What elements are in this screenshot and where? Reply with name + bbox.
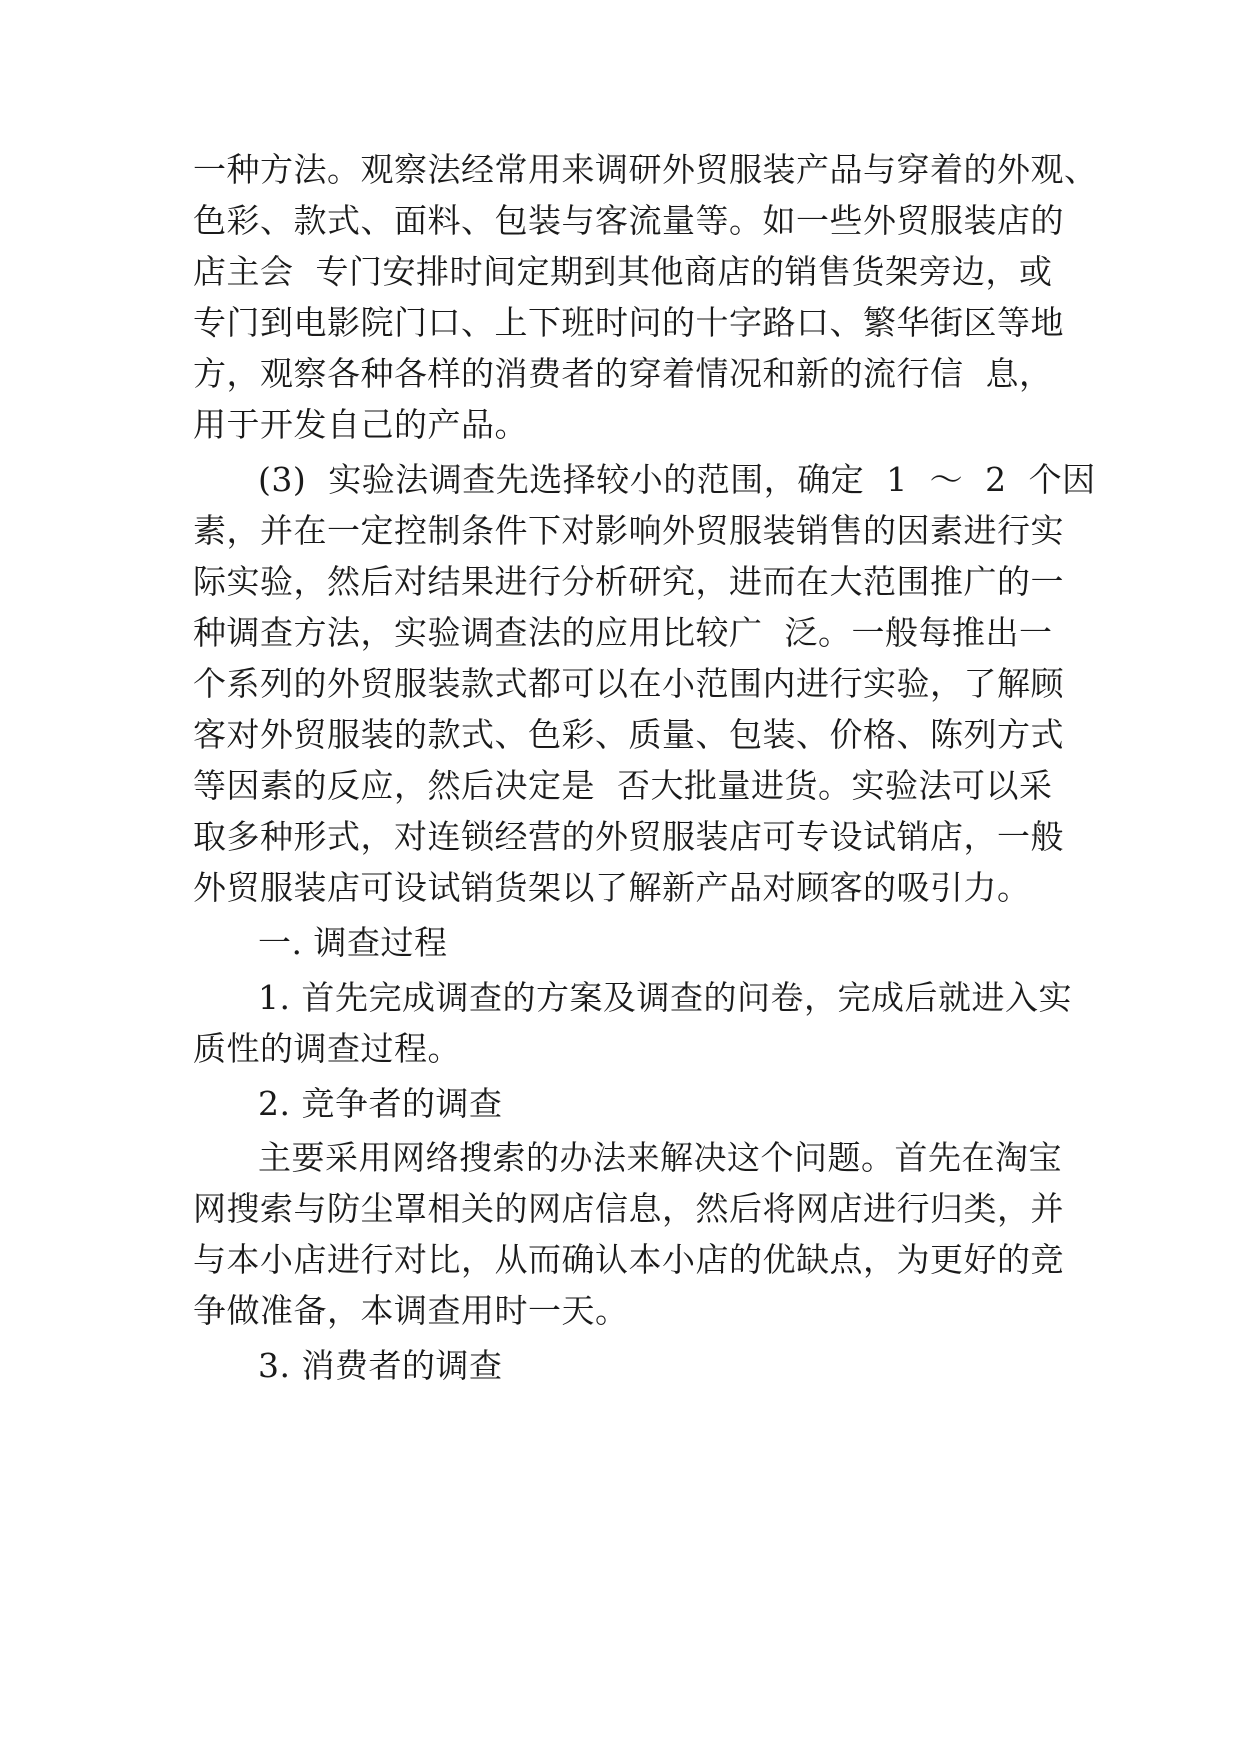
text-line: 素，并在一定控制条件下对影响外贸服装销售的因素进行实: [193, 511, 1064, 550]
text-line: 外贸服装店可设试销货架以了解新产品对顾客的吸引力。: [193, 868, 1031, 907]
paragraph-start-line: 1. 首先完成调查的方案及调查的问卷，完成后就进入实: [258, 978, 1072, 1017]
text-line: 色彩、款式、面料、包装与客流量等。如一些外贸服装店的: [193, 201, 1064, 240]
paragraph-start-line: 主要采用网络搜索的办法来解决这个问题。首先在淘宝: [258, 1138, 1062, 1177]
text-line: 等因素的反应，然后决定是 否大批量进货。实验法可以采: [193, 766, 1053, 805]
text-line: 取多种形式，对连锁经营的外贸服装店可专设试销店，一般: [193, 817, 1064, 856]
section-heading: 一. 调查过程: [258, 923, 448, 962]
text-line: 客对外贸服装的款式、色彩、质量、包装、价格、陈列方式: [193, 715, 1064, 754]
text-line: 专门到电影院门口、上下班时问的十字路口、繁华街区等地: [193, 303, 1064, 342]
subsection-heading: 3. 消费者的调查: [258, 1346, 503, 1385]
text-line: 种调查方法，实验调查法的应用比较广 泛。一般每推出一: [193, 613, 1053, 652]
text-line: 网搜索与防尘罩相关的网店信息，然后将网店进行归类，并: [193, 1189, 1064, 1228]
subsection-heading: 2. 竞争者的调查: [258, 1084, 503, 1123]
text-line: 个系列的外贸服装款式都可以在小范围内进行实验，了解顾: [193, 664, 1064, 703]
text-line: 质性的调查过程。: [193, 1029, 461, 1068]
text-line: 际实验，然后对结果进行分析研究，进而在大范围推广的一: [193, 562, 1064, 601]
text-line: 店主会 专门安排时间定期到其他商店的销售货架旁边，或: [193, 252, 1053, 291]
text-line: 与本小店进行对比，从而确认本小店的优缺点，为更好的竞: [193, 1240, 1064, 1279]
text-line: 用于开发自己的产品。: [193, 405, 528, 444]
text-line: 争做准备，本调查用时一天。: [193, 1291, 629, 1330]
text-line: 一种方法。观察法经常用来调研外贸服装产品与穿着的外观、: [193, 150, 1098, 189]
text-line: 方，观察各种各样的消费者的穿着情况和新的流行信 息，: [193, 354, 1053, 393]
paragraph-start-line: (3) 实验法调查先选择较小的范围，确定 1 ～ 2 个因: [258, 460, 1096, 499]
